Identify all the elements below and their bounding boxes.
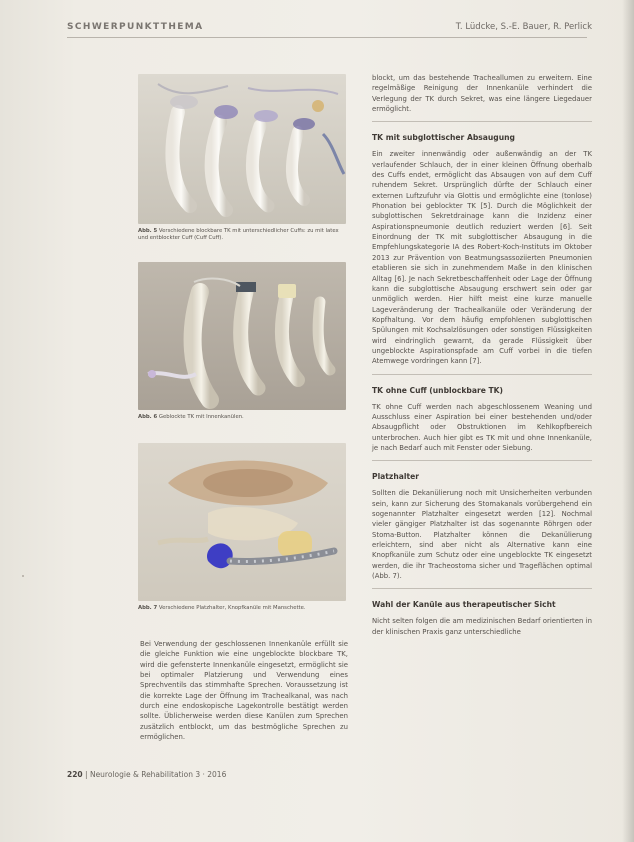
scan-speck [22, 575, 24, 577]
figure-6-photo [138, 262, 346, 410]
section-paragraph: Sollten die Dekanülierung noch mit Unsicherheiten verbunden sein, kann zur Sicherung des Stomakanals vorübergehend ein sogenannter Platzhalter eingesetzt werden [12]. Nochmal vieler gängiger Platzhalter ist das sogenannte Röhrgen oder Stoma-Button. Platzhalter können die Dekanülierung erleichtern, sind aber nicht als Alternative kann eine Knopfkanüle zum Schutz oder eine ungeblockte TK eingesetzt werden, die ihr Tracheostoma sicher und Trageflächen optimal (Abb. 7). [372, 489, 592, 581]
author-line: T. Lüdcke, S.-E. Bauer, R. Perlick [455, 22, 592, 32]
left-column-text [140, 639, 348, 742]
figure-6-caption: Abb. 6 Geblockte TK mit Innenkanülen. [138, 414, 244, 420]
figure-5-caption: Abb. 5 Verschiedene blockbare TK mit unterschiedlicher Cuffs: zu mit latex und entblockter Cuff (Cuff Cuff). [138, 228, 339, 241]
header-divider [67, 37, 587, 38]
section-paragraph: Ein zweiter innenwändig oder außenwändig an der TK verlaufender Schlauch, der in einer kleinen Öffnung oberhalb des Cuffs endet, ermöglicht das Absaugen von auf dem Cuff ruhendem Sekret. Ursprünglich dürfte der Schlauch einer externen Luftzufuhr via Glottis und ermöglichte eine (tonlose) Phonation bei geblockter TK [5]. Durch die Möglichkeit der subglottischen Sekretdrainage kann die Inzidenz einer Aspirationspneumonie deutlich reduziert werden [6]. Seit Einordnung der TK mit subglottischer Absaugung in die Empfehlungskategorie IA des Robert-Koch-Instituts im Oktober 2013 zur Prävention von Beatmungsassoziierten Pneumonien etablieren sie sich in zunehmendem Maße in den klinischen Alltag [6]. Je nach Sekretbeschaffenheit oder Lage der Öffnung kann die subglottische Absaugung erschwert sein oder gar unmöglich werden. Hier hilft meist eine kurze manuelle Lageveränderung der Trachealkanüle oder Veränderung der Kopfhaltung. Vor dem häufig empfohlenen subglottischen Spülungen mit Kochsalzlösungen oder sonstigen Flüssigkeiten wird eindringlich gewarnt, da gerade Flüssigkeit über ungeblockte Aspirationspfade am Cuff vorbei in die tiefen Atemwege vordringen kann [7]. [372, 150, 592, 366]
right-column-text [372, 73, 592, 637]
section-divider [372, 588, 592, 589]
section-paragraph: TK ohne Cuff werden nach abgeschlossenem Weaning und Ausschluss einer Aspiration bei einer bestehenden und/oder Absaugpflicht oder Obstruktionen im Kehlkopfbereich unterbrochen. Auch hier gibt es TK mit und ohne Innenkanüle, je nach Bedarf auch mit Fenster oder Siebung. [372, 402, 592, 452]
page-footer [67, 770, 226, 779]
section-label: SCHWERPUNKTTHEMA [67, 22, 204, 32]
section-divider [372, 460, 592, 461]
section-heading: Platzhalter [372, 472, 420, 482]
section-heading: TK ohne Cuff (unblockbare TK) [372, 385, 504, 395]
body-paragraph-intro: blockt, um das bestehende Tracheallumen zu erweitern. Eine regelmäßige Reinigung der Innenkanüle verhindert die Verlegung der TK durch Sekret, was eine längere Liegedauer ermöglicht. [372, 74, 592, 114]
figure-5-photo [138, 74, 346, 224]
section-paragraph: Nicht selten folgen die am medizinischen Bedarf orientierten in der klinischen Praxis ganz unterschiedliche [372, 617, 592, 636]
section-divider [372, 374, 592, 375]
page-number: 220 [67, 770, 83, 779]
figure-7-photo [138, 443, 346, 601]
body-paragraph: Bei Verwendung der geschlossenen Innenkanüle erfüllt sie die gleiche Funktion wie eine ungeblockte blockbare TK, wird die gefensterte Innenkanüle eingesetzt, ermöglicht sie bei optimaler Platzierung und Verwendung eines Sprechventils das stimmhafte Sprechen. Voraussetzung ist die korrekte Lage der Öffnung im Trachealkanal, was nach durch eine endoskopische Lagekontrolle bestätigt werden sollte. Üblicherweise werden diese Kanülen zum Sprechen zusätzlich entblockt, um das bestmögliche Sprechen zu ermöglichen. [140, 640, 348, 742]
figure-7-caption: Abb. 7 Verschiedene Platzhalter, Knopfkanüle mit Manschette. [138, 605, 306, 611]
section-divider [372, 121, 592, 122]
section-heading: Wahl der Kanüle aus therapeutischer Sicht [372, 600, 556, 610]
section-heading: TK mit subglottischer Absaugung [372, 133, 515, 143]
journal-name: | Neurologie & Rehabilitation 3 · 2016 [85, 770, 227, 779]
